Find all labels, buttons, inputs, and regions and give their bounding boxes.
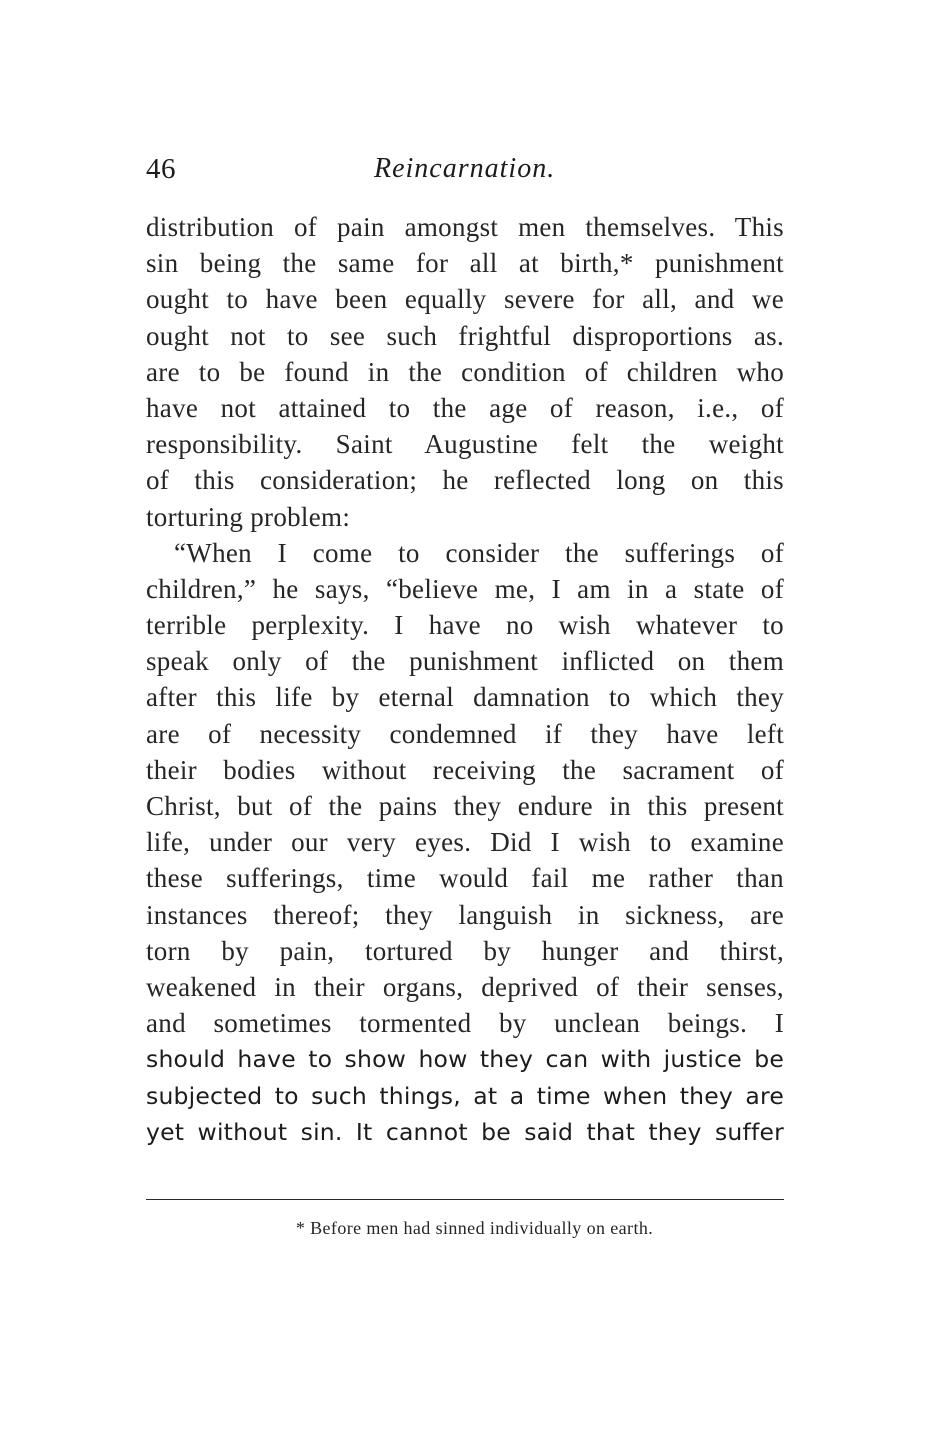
- text-line: distribution of pain amongst men themselves. This: [146, 212, 784, 242]
- page-number: 46: [146, 153, 176, 185]
- text-line: subjected to such things, at a time when they are: [146, 1081, 784, 1110]
- text-line: torn by pain, tortured by hunger and thirst,: [146, 935, 784, 966]
- text-line: torturing problem:: [146, 501, 351, 532]
- text-line: children,” he says, “believe me, I am in a state of: [146, 573, 784, 604]
- text-line: are to be found in the condition of children who: [146, 356, 784, 387]
- text-line: have not attained to the age of reason, i.e., of: [146, 392, 784, 423]
- text-line: after this life by eternal damnation to which they: [146, 682, 784, 713]
- text-line: should have to show how they can with justice be: [146, 1045, 784, 1074]
- footnote-divider: [146, 1199, 784, 1200]
- text-line: and sometimes tormented by unclean beings. I: [146, 1008, 784, 1039]
- text-line: sin being the same for all at birth,* punishment: [146, 248, 784, 279]
- body-text: [146, 209, 784, 1150]
- text-line: yet without sin. It cannot be said that they suffer: [146, 1117, 784, 1146]
- running-title: Reincarnation.: [374, 153, 556, 184]
- text-line: speak only of the punishment inflicted on them: [146, 646, 784, 677]
- text-line: ought not to see such frightful disproportions as.: [146, 320, 784, 351]
- text-line: their bodies without receiving the sacrament of: [146, 754, 784, 785]
- text-line: are of necessity condemned if they have left: [146, 718, 784, 749]
- text-line: these sufferings, time would fail me rather than: [146, 863, 784, 894]
- text-line: life, under our very eyes. Did I wish to examine: [146, 827, 784, 858]
- text-line: instances thereof; they languish in sickness, are: [146, 899, 784, 930]
- text-line: Christ, but of the pains they endure in this present: [146, 791, 784, 821]
- page-header: [146, 153, 786, 197]
- text-line: responsibility. Saint Augustine felt the weight: [146, 429, 784, 460]
- text-line: ought to have been equally severe for all, and we: [146, 284, 784, 315]
- text-line: weakened in their organs, deprived of their senses,: [146, 971, 784, 1002]
- footnote: * Before men had sinned individually on earth.: [295, 1218, 654, 1238]
- text-line: “When I come to consider the sufferings of: [174, 537, 784, 568]
- text-line: terrible perplexity. I have no wish whatever to: [146, 610, 784, 641]
- text-line: of this consideration; he reflected long on this: [146, 465, 784, 496]
